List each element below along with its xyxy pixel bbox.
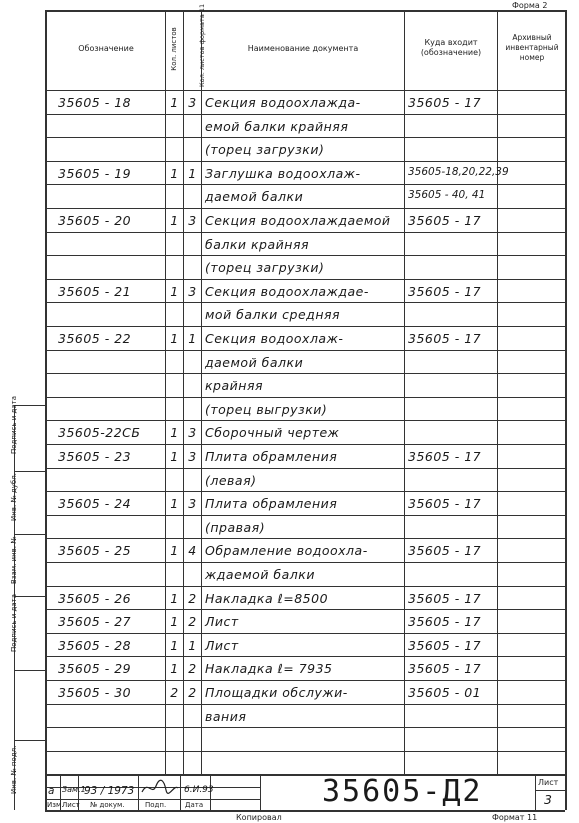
row-sheet-count: 1 [170,661,179,677]
row-designation: 35605 - 28 [58,637,132,653]
row-included-in: 35605 - 17 [408,331,482,346]
row-format-count: 2 [188,661,197,677]
row-line [45,656,565,657]
row-sheet-count: 1 [170,425,179,441]
form-label: Форма 2 [512,1,548,10]
row-included-in: 35605 - 17 [408,661,482,677]
row-line [45,184,565,185]
col-line-5 [497,10,498,775]
row-designation: 35605 - 25 [58,543,132,559]
row-included-in: 35605 - 17 [408,614,482,630]
row-line [45,161,565,162]
row-sheet-count: 1 [170,449,179,464]
margin-strip-top [14,405,45,406]
frame-bottom [45,810,565,812]
row-format-count: 3 [188,425,197,441]
row-doc-name: (торец загрузки) [205,260,325,276]
row-sheet-count: 1 [170,590,179,606]
row-line [45,326,565,327]
stamp-label-doc: № докум. [90,801,125,809]
row-designation: 35605 - 26 [58,590,132,606]
col-line-2 [183,10,184,775]
row-format-count: 1 [188,165,197,181]
row-designation: 35605 - 22 [58,331,132,346]
row-line [45,491,565,492]
margin-inv-dup: Инв. № дубл. [10,473,18,521]
row-line [45,751,565,752]
row-line [45,208,565,209]
stamp-label-sign: Подп. [145,801,167,809]
sheet-label: Лист [538,778,559,787]
header-designation: Обозначение [78,44,134,53]
row-format-count: 3 [188,95,197,110]
row-doc-name: (торец загрузки) [205,142,325,158]
row-doc-name: Плита обрамления [205,496,338,512]
row-doc-name: Сборочный чертеж [205,425,340,441]
margin-sign-date-1: Подпись и дата [10,396,18,454]
row-designation: 35605 - 20 [58,213,132,228]
row-designation: 35605 - 27 [58,614,132,630]
row-doc-name: Накладка ℓ=8500 [205,590,329,606]
row-sheet-count: 2 [170,685,179,700]
row-doc-name: емой балки крайняя [205,118,349,134]
row-doc-name: Секция водоохлажда- [205,95,361,110]
col-line-3 [201,10,202,775]
row-doc-name: (торец выгрузки) [205,401,328,417]
document-designation: 35605-Д2 [322,774,483,809]
col-line-4 [404,10,405,775]
row-doc-name: даемой балки [205,189,304,205]
row-designation: 35605 - 30 [58,685,132,700]
stamp-doc-no: 93 / 1973 [84,785,135,797]
row-doc-name: крайняя [205,378,263,394]
row-doc-name: ждаемой балки [205,567,315,582]
row-doc-name: мой балки средняя [205,307,341,323]
row-line [45,538,565,539]
stamp-top-line [45,775,565,776]
row-doc-name: Накладка ℓ= 7935 [205,661,333,677]
row-line [45,633,565,634]
row-designation: 35605 - 23 [58,449,132,464]
row-format-count: 2 [188,685,197,700]
row-included-in: 35605 - 17 [408,95,482,110]
row-designation: 35605 - 21 [58,283,132,299]
row-line [45,727,565,728]
signature-image [140,778,180,798]
header-included-in: Куда входит (обозначение) [420,38,482,57]
row-included-in: 35605 - 01 [408,685,482,700]
row-line [45,397,565,398]
row-included-in: 35605 - 17 [408,590,482,606]
row-doc-name: балки крайняя [205,236,309,252]
row-sheet-count: 1 [170,283,179,299]
stamp-label-izm: Изм. [47,801,64,809]
row-doc-name: Секция водоохлаж- [205,331,344,346]
margin-inv-orig: Инв. № подл. [10,745,18,794]
header-doc-name: Наименование документа [247,44,359,53]
row-sheet-count: 1 [170,614,179,630]
row-sheet-count: 1 [170,496,179,512]
frame-top [45,10,565,12]
row-line [45,680,565,681]
row-format-count: 1 [188,331,197,346]
row-format-count: 3 [188,496,197,512]
row-format-count: 4 [188,543,197,559]
row-designation: 35605 - 19 [58,165,132,181]
header-archive: Архивный инвентарный номер [505,33,559,62]
header-sheets-count: Кол. листов [170,27,178,71]
row-format-count: 2 [188,590,197,606]
row-line [45,255,565,256]
row-doc-name: Секция водоохлаждае- [205,283,369,299]
sheet-number: 3 [544,792,553,807]
row-included-in: 35605-18,20,22,39 [408,165,509,178]
stamp-date: 6.И.93 [184,785,214,795]
row-included-in: 35605 - 17 [408,213,482,228]
stamp-zone: Зам.1 [62,785,86,794]
row-doc-name: Заглушка водоохлаж- [205,165,361,181]
row-line [45,232,565,233]
row-doc-name: (левая) [205,472,257,488]
row-line [45,515,565,516]
row-doc-name: даемой балки [205,354,304,370]
row-doc-name: вания [205,708,247,724]
row-line [45,704,565,705]
footer-format: Формат 11 [492,813,538,822]
row-line [45,137,565,138]
row-sheet-count: 1 [170,213,179,228]
row-format-count: 3 [188,283,197,299]
header-sheets-format: Кол. листов формата 11 [198,3,206,87]
row-line [45,350,565,351]
row-line [45,302,565,303]
row-doc-name: Лист [205,614,239,630]
row-doc-name: Площадки обслужи- [205,685,348,700]
row-line [45,114,565,115]
row-format-count: 2 [188,614,197,630]
row-line [45,586,565,587]
row-line [45,420,565,421]
row-included-in: 35605 - 17 [408,637,482,653]
row-doc-name: Секция водоохлаждаемой [205,213,391,228]
row-line [45,444,565,445]
row-line [45,373,565,374]
row-line [45,562,565,563]
row-line [45,609,565,610]
row-included-in: 35605 - 17 [408,543,482,559]
col-line-1 [165,10,166,775]
row-included-in: 35605 - 17 [408,449,482,464]
row-doc-name: Плита обрамления [205,449,338,464]
row-designation: 35605 - 24 [58,496,132,512]
stamp-rev: а [48,785,55,797]
row-sheet-count: 1 [170,331,179,346]
row-sheet-count: 1 [170,95,179,110]
stamp-label-date: Дата [185,801,204,809]
row-designation: 35605 - 18 [58,95,132,110]
row-sheet-count: 1 [170,543,179,559]
row-doc-name: Лист [205,637,239,653]
footer-copied: Копировал [236,813,282,822]
header-bottom-line [45,90,565,91]
row-format-count: 3 [188,213,197,228]
row-doc-name: Обрамление водоохла- [205,543,368,559]
row-format-count: 1 [188,637,197,653]
row-included-in: 35605 - 17 [408,283,482,299]
row-line [45,279,565,280]
frame-right [565,10,567,810]
row-sheet-count: 1 [170,637,179,653]
row-included-in: 35605 - 40, 41 [408,189,486,202]
row-included-in: 35605 - 17 [408,496,482,512]
row-designation: 35605-22СБ [58,425,141,441]
stamp-label-list: Лист [62,801,80,809]
row-sheet-count: 1 [170,165,179,181]
frame-left [45,10,47,810]
margin-sign-date-2: Подпись и дата [10,594,18,652]
row-format-count: 3 [188,449,197,464]
row-line [45,468,565,469]
row-designation: 35605 - 29 [58,661,132,677]
row-doc-name: (правая) [205,519,266,535]
margin-replace-inv: Взам. инв. № [10,536,18,584]
